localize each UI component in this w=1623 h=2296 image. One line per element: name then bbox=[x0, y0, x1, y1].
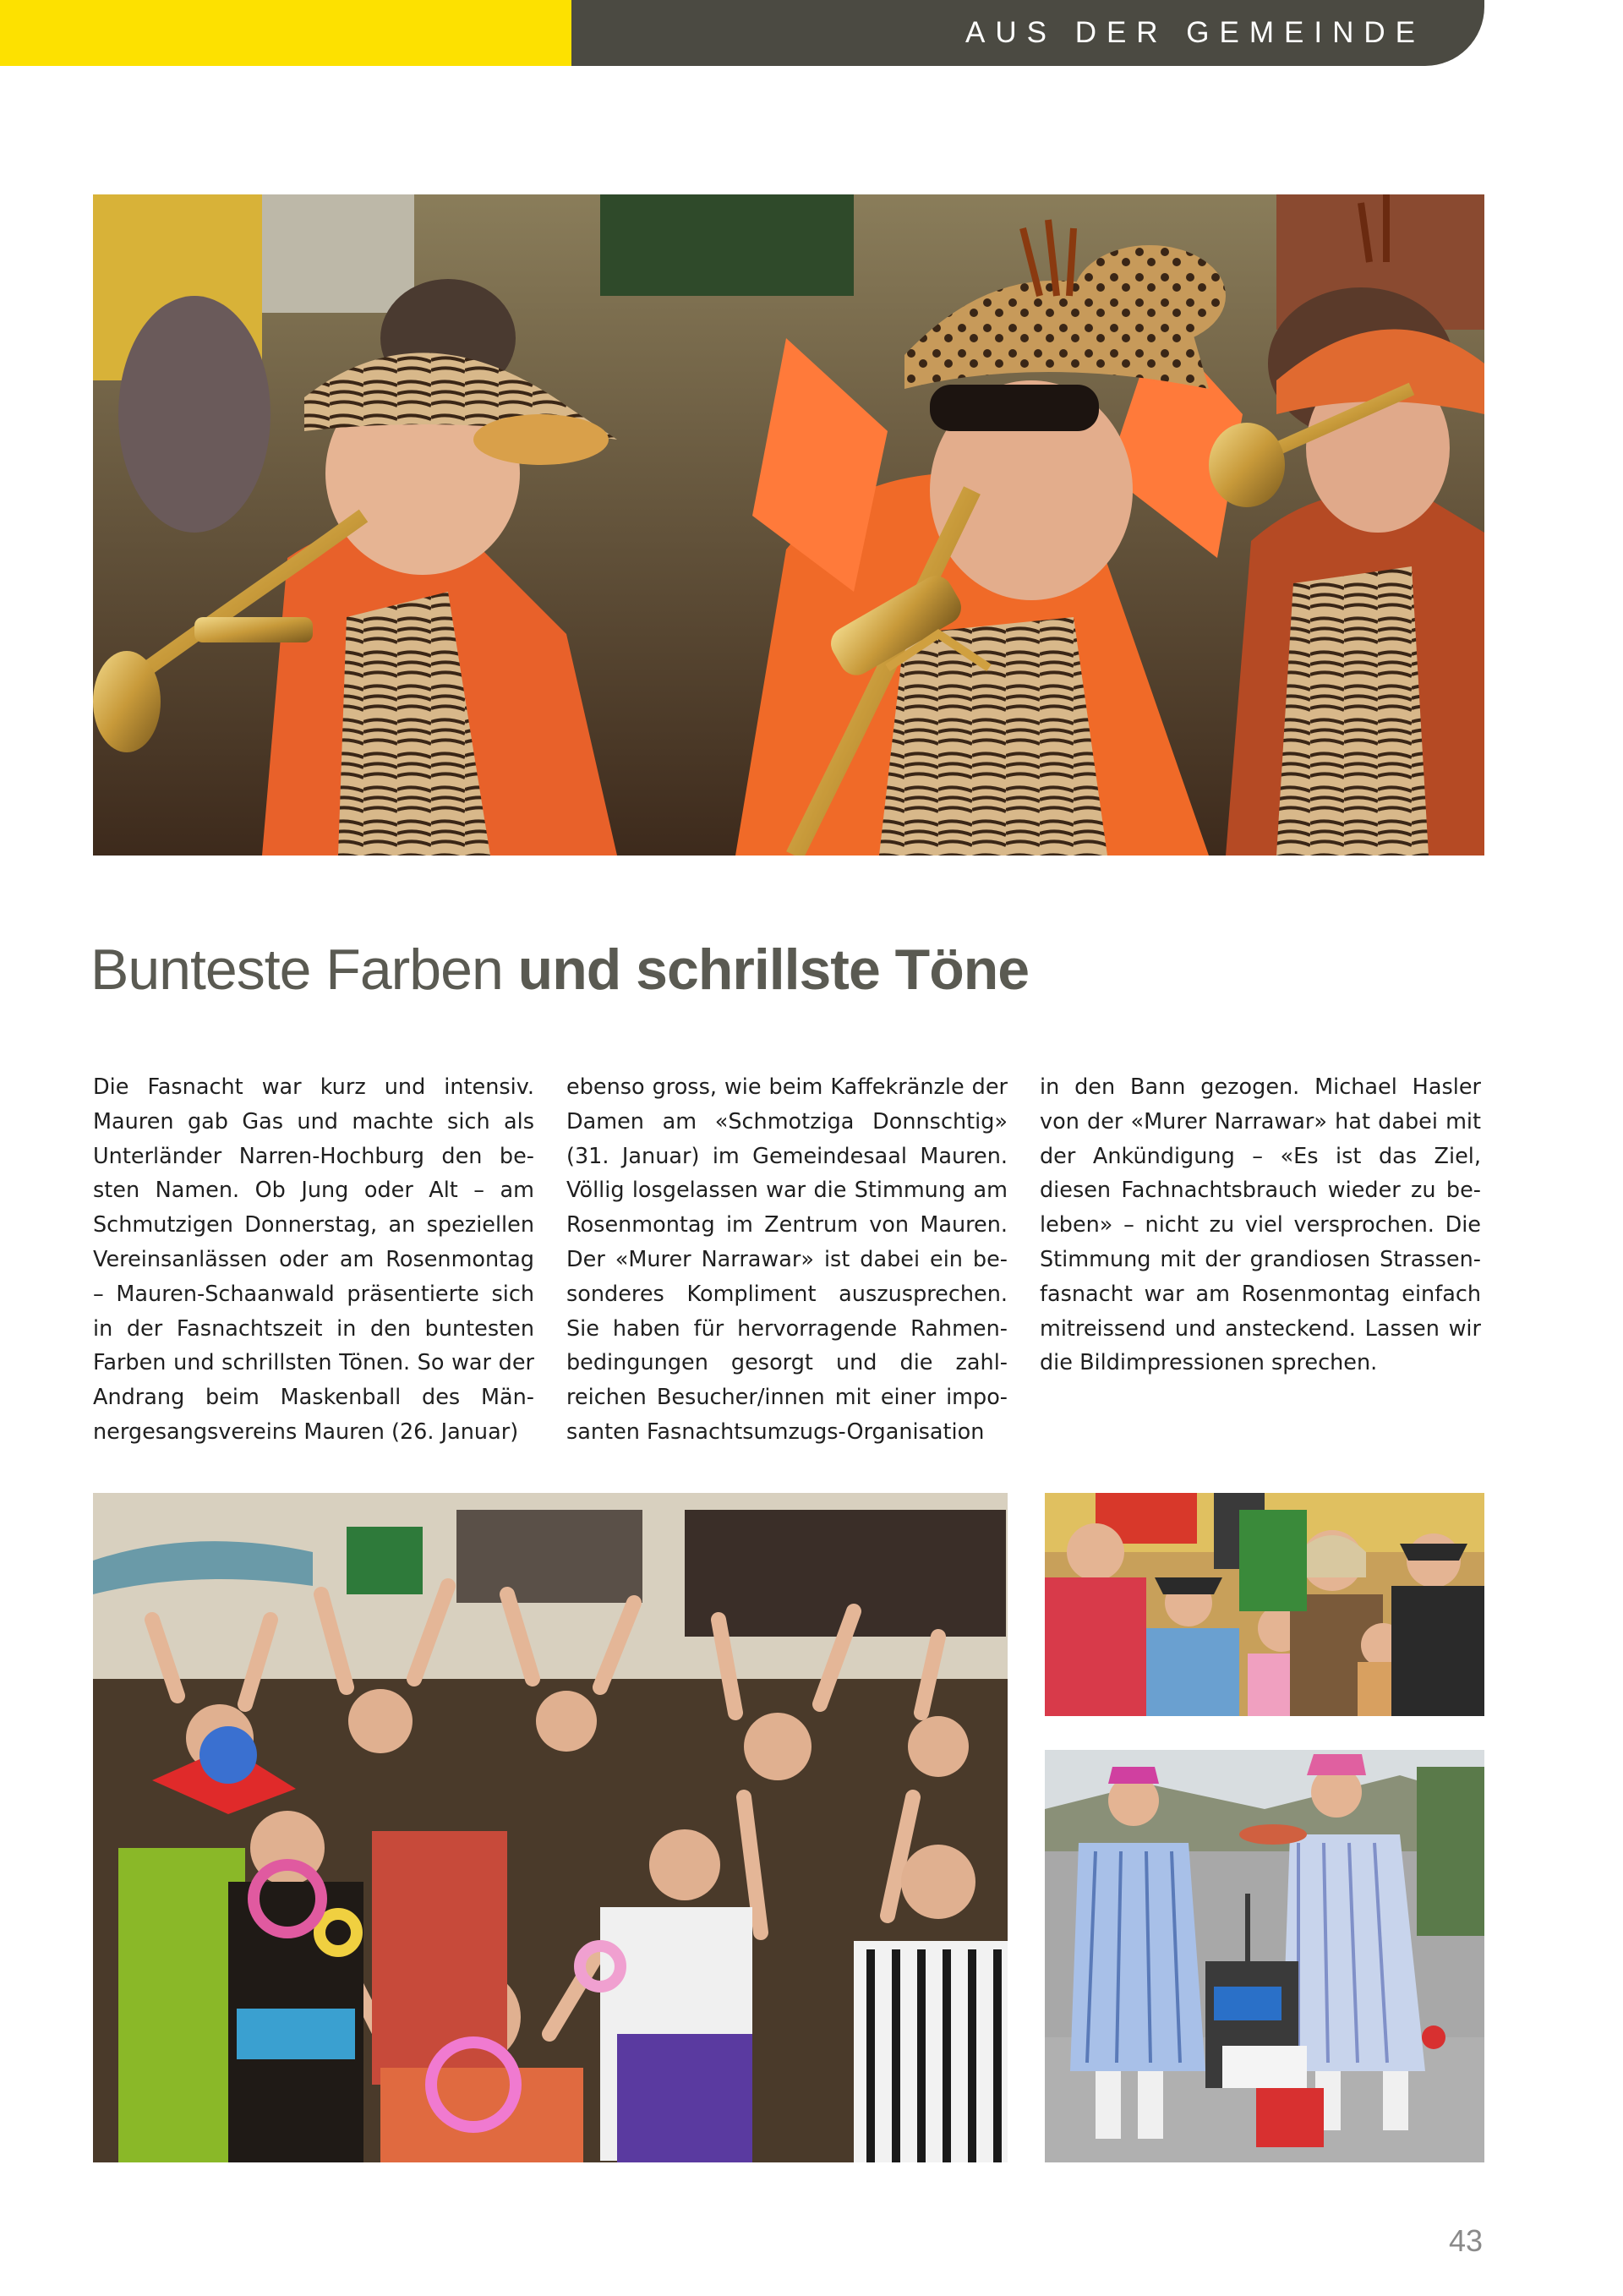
title-light: Bunteste Farben bbox=[90, 938, 503, 1002]
article-column-2: ebenso gross, wie beim Kaffekränzle der Damen am «Schmotziga Donnschtig» (31. Januar) im Gemeindesaal Mauren. Völlig losgelassen war die Stimmung am Rosenmontag im Zentrum von Mauren. Der «Murer Narrawar» ist dabei ein besonderes Kompliment auszusprechen. Sie haben für hervorragende Rahmenbedingungen gesorgt und die zahlreichen Besucher/innen mit einer imposanten Fasnachtsumzugs-Organisation bbox=[566, 1074, 1008, 1445]
header-accent-bar bbox=[0, 0, 571, 66]
article-column-3: in den Bann gezogen. Michael Hasler von der «Murer Narrawar» hat dabei mit der Ankündigung – «Es ist das Ziel, diesen Fachnachtsbrauch wieder zu beleben» – nicht zu viel versprochen. Die Stimmung mit der grandiosen Strassenfasnacht war am Rosenmontag einfach mitreissend und ansteckend. Lassen wir die Bildimpressionen sprechen. bbox=[1040, 1074, 1481, 1376]
photo-parade-spectators bbox=[1045, 1493, 1484, 1716]
section-header bbox=[571, 0, 1484, 66]
photo-costumed-cleaners bbox=[1045, 1750, 1484, 2162]
article-title bbox=[90, 937, 1527, 1003]
article-column-1: Die Fasnacht war kurz und intensiv. Mauren gab Gas und machte sich als Unterländer Narren-Hochburg den besten Namen. Ob Jung oder Alt – am Schmutzigen Donnerstag, an speziellen Vereinsanlässen oder am Rosenmontag – Mauren-Schaanwald präsentierte sich in der Fasnachtszeit in den buntesten Farben und schrillsten Tönen. So war der Andrang beim Maskenball des Männergesangsvereins Mauren (26. Januar) bbox=[93, 1074, 534, 1445]
page-number: 43 bbox=[1448, 2223, 1483, 2258]
section-label: AUS DER GEMEINDE bbox=[965, 16, 1425, 49]
hero-photo-carnival-band bbox=[93, 194, 1484, 856]
title-bold: und schrillste Töne bbox=[517, 938, 1030, 1002]
photo-masked-ball bbox=[93, 1493, 1008, 2162]
